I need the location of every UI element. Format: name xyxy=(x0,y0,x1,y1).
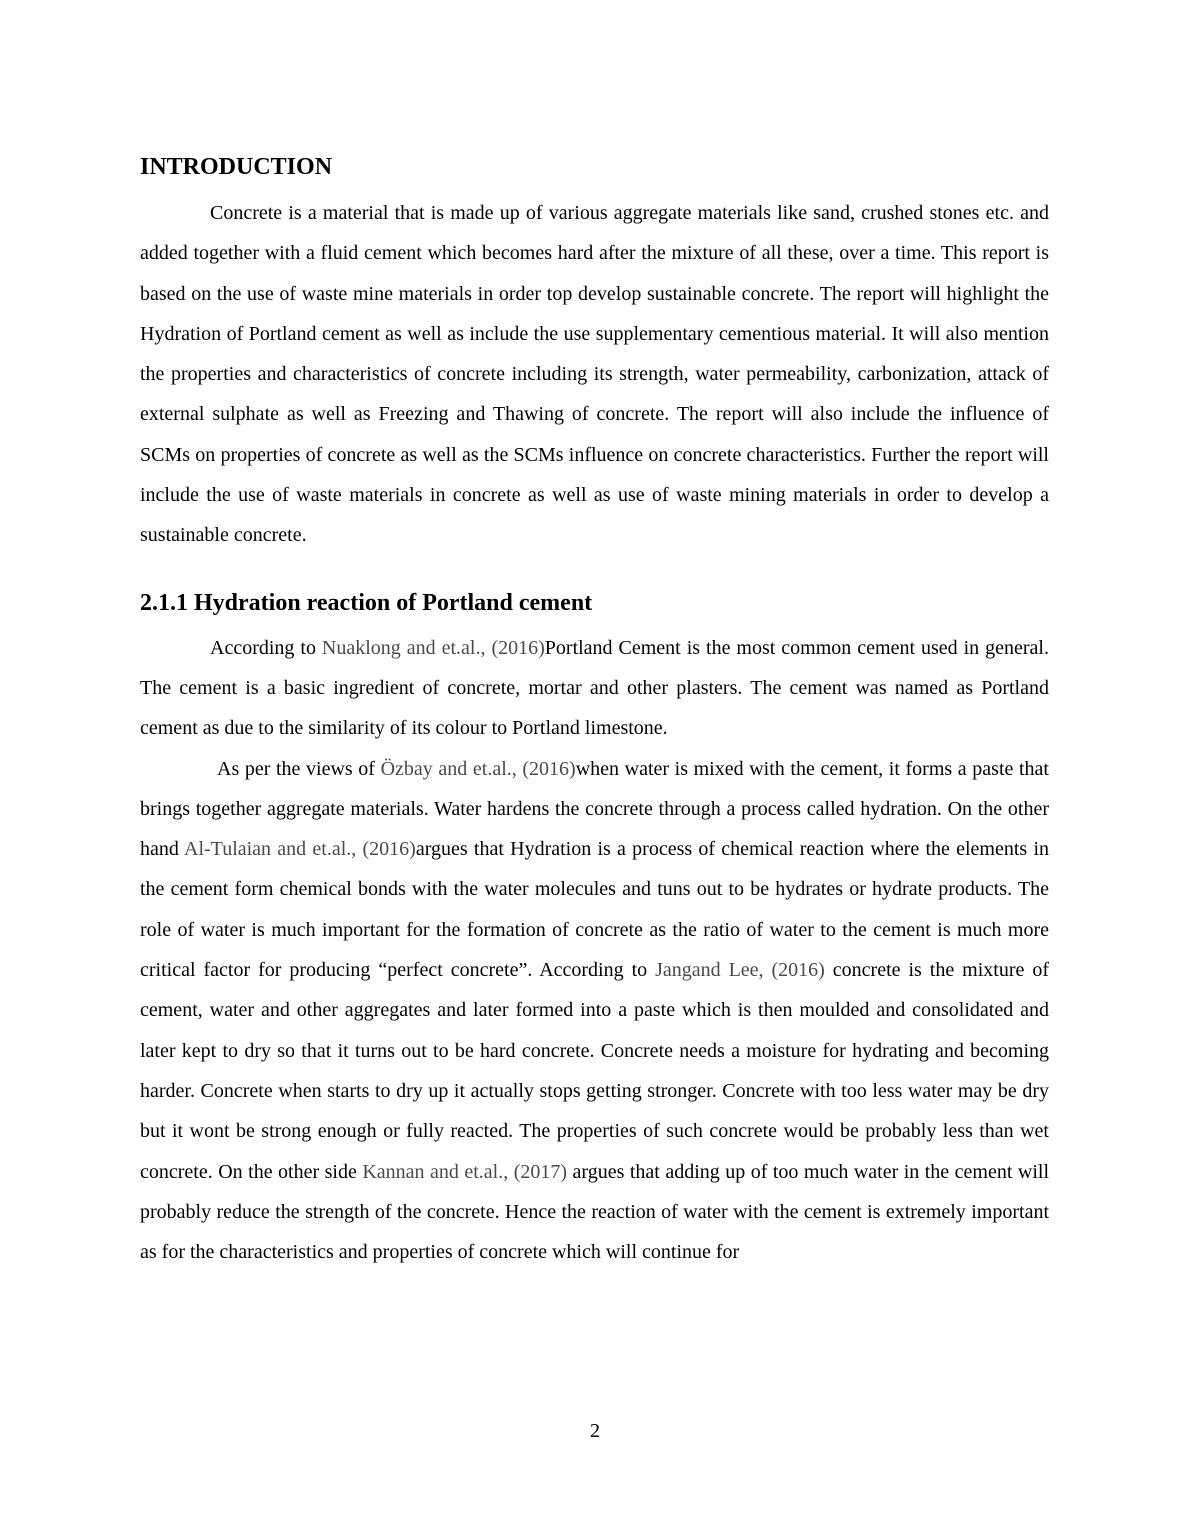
text-run: concrete is the mixture of cement, water and other aggregates and later formed into a paste which is then moulded and consolidated and later kept to dry so that it turns out to be hard concrete. Concrete needs a moisture for hydrating and becoming harder. Concrete when starts to dry up it actually stops getting stronger. Concrete with too less water may be dry but it wont be strong enough or fully reacted. The properties of such concrete would be probably less than wet concrete. On the other side xyxy=(140,959,1050,1183)
introduction-heading: INTRODUCTION xyxy=(140,154,333,180)
text-run: Portland Cement is the most common cement used in general. The cement is a basic ingredient of concrete, mortar and other plasters. The cement was named as Portland cement as due to the similarity of its colour to Portland limestone. xyxy=(140,636,1049,740)
page-body xyxy=(140,150,1049,1272)
citation-jang-lee: Jangand Lee, (2016) xyxy=(655,959,825,982)
citation-ozbay: Özbay and et.al., (2016) xyxy=(380,757,576,780)
citation-nuaklong: Nuaklong and et.al., (2016) xyxy=(321,636,545,659)
hydration-paragraph-1 xyxy=(140,628,1049,749)
text-run: argues that Hydration is a process of chemical reaction where the elements in the cement form chemical bonds with the water molecules and tuns out to be hydrates or hydrate products. The role of water is much important for the formation of concrete as the ratio of water to the cement is much more critical factor for producing “perfect concrete”. According to xyxy=(140,838,1049,982)
citation-kannan: Kannan and et.al., (2017) xyxy=(362,1160,568,1183)
text-run: As per the views of xyxy=(217,757,381,780)
text-run: According to xyxy=(210,636,322,659)
page-number: 2 xyxy=(590,1420,600,1442)
introduction-paragraph: Concrete is a material that is made up of various aggregate materials like sand, crushed stones etc. and added together with a fluid cement which becomes hard after the mixture of all these, over a time. This report is based on the use of waste mine materials in order top develop sustainable concrete. The report will highlight the Hydration of Portland cement as well as include the use supplementary cementious material. It will also mention the properties and characteristics of concrete including its strength, water permeability, carbonization, attack of external sulphate as well as Freezing and Thawing of concrete. The report will also include the influence of SCMs on properties of concrete as well as the SCMs influence on concrete characteristics. Further the report will include the use of waste materials in concrete as well as use of waste mining materials in order to develop a sustainable concrete. xyxy=(140,202,1049,547)
text-run: when water is mixed with the cement, it forms a paste that brings together aggregate materials. Water hardens the concrete through a process called hydration. On the other hand xyxy=(140,757,1049,861)
text-run: argues that adding up of too much water in the cement will probably reduce the strength of the concrete. Hence the reaction of water with the cement is extremely important as for the characteristics and properties of concrete which will continue for xyxy=(140,1160,1050,1264)
hydration-paragraph-2 xyxy=(140,749,1049,1273)
hydration-heading: 2.1.1 Hydration reaction of Portland cement xyxy=(140,589,593,616)
citation-al-tulaian: Al-Tulaian and et.al., (2016) xyxy=(184,838,416,861)
